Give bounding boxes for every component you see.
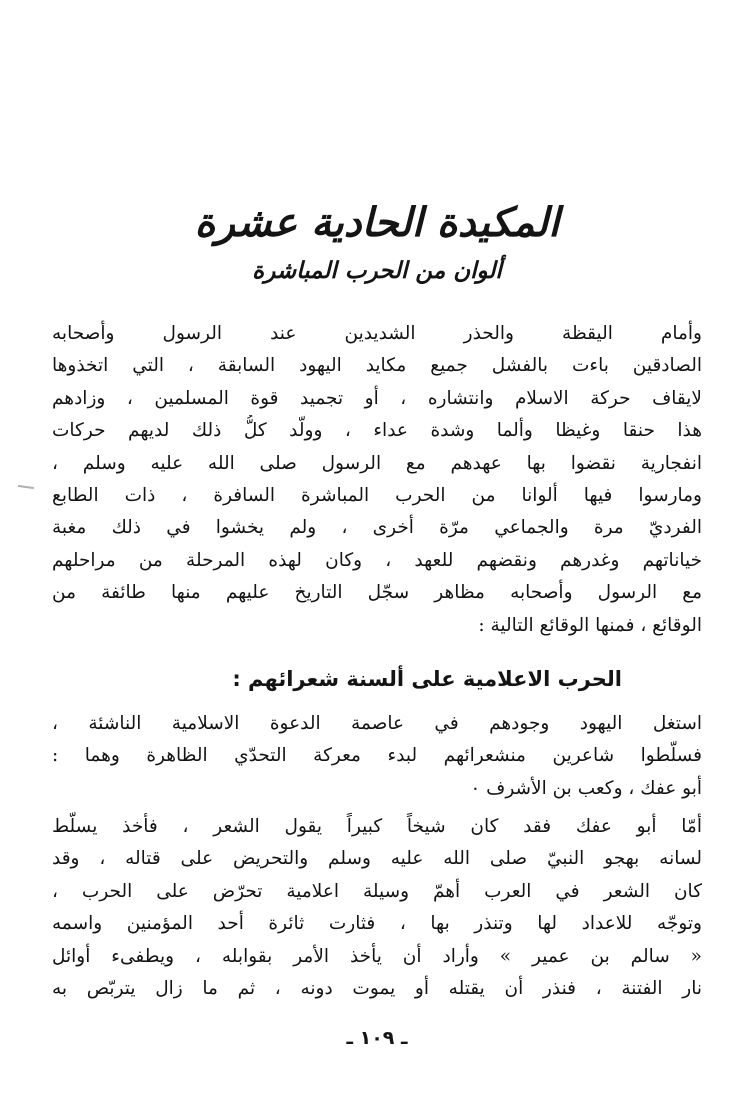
text-line: مع الرسول وأصحابه مظاهر سجّل التاريخ عليهم منها طائفة من: [52, 582, 702, 604]
text-line: لايقاف حركة الاسلام وانتشاره ، أو تجميد قوة المسلمين ، وزادهم: [52, 387, 702, 409]
text-line: الوقائع ، فمنها الوقائع التالية :: [478, 614, 702, 636]
text-line: وأمام اليقظة والحذر الشديدين عند الرسول وأصحابه: [52, 323, 702, 344]
text-line: ومارسوا فيها ألوانا من الحرب المباشرة السافرة ، ذات الطابع: [52, 484, 702, 506]
text-line: الصادقين باءت بالفشل جميع مكايد اليهود السابقة ، التي اتخذوها: [52, 355, 702, 377]
text-line: وتوجّه للاعداد لها وتنذر بها ، فثارت ثائرة أحد المؤمنين واسمه: [52, 913, 702, 935]
text-line: الفرديّ مرة والجماعي مرّة أخرى ، ولم يخشوا في ذلك مغبة: [52, 517, 702, 539]
page-number: ـ ١٠٩ ـ: [346, 1027, 408, 1049]
margin-mark: [18, 485, 34, 489]
chapter-subtitle: ألوان من الحرب المباشرة: [252, 257, 502, 284]
chapter-title: المكيدة الحادية عشرة: [194, 199, 560, 246]
paragraph-abu-afak: [52, 811, 702, 1005]
text-line: هذا حنقا وغيظا وألما وشدة عداء ، وولّد كلُّ ذلك لديهم حركات: [52, 420, 702, 442]
text-line: « سالم بن عمير » وأراد أن يأخذ الأمر بقوابله ، ويطفىء أوائل: [52, 945, 702, 967]
text-line: أمّا أبو عفك فقد كان شيخاً كبيراً يقول الشعر ، فأخذ يسلّط: [52, 816, 702, 837]
text-line: انفجارية نقضوا بها عهدهم مع الرسول صلى الله عليه وسلم ،: [52, 452, 702, 474]
section-heading: الحرب الاعلامية على ألسنة شعرائهم :: [232, 667, 622, 691]
text-line: استغل اليهود وجودهم في عاصمة الدعوة الاسلامية الناشئة ،: [52, 713, 702, 734]
text-line: فسلّطوا شاعرين منشعرائهم لبدء معركة التحدّي الظاهرة وهما :: [52, 745, 702, 767]
text-line: لسانه بهجو النبيّ صلى الله عليه وسلم والتحريض على قتاله ، وقد: [52, 848, 702, 870]
paragraph-intro: [52, 318, 702, 642]
text-line: خياناتهم وغدرهم ونقضهم للعهد ، وكان لهذه المرحلة من مراحلهم: [52, 549, 702, 571]
text-line: نار الفتنة ، فنذر أن يقتله أو يموت دونه ، ثم ما زال يتربّص به: [52, 977, 702, 999]
paragraph-poets: [52, 708, 702, 805]
text-line: أبو عفك ، وكعب بن الأشرف ٠: [470, 777, 702, 799]
text-line: كان الشعر في العرب أهمّ وسيلة اعلامية تحرّض على الحرب ،: [52, 880, 702, 902]
